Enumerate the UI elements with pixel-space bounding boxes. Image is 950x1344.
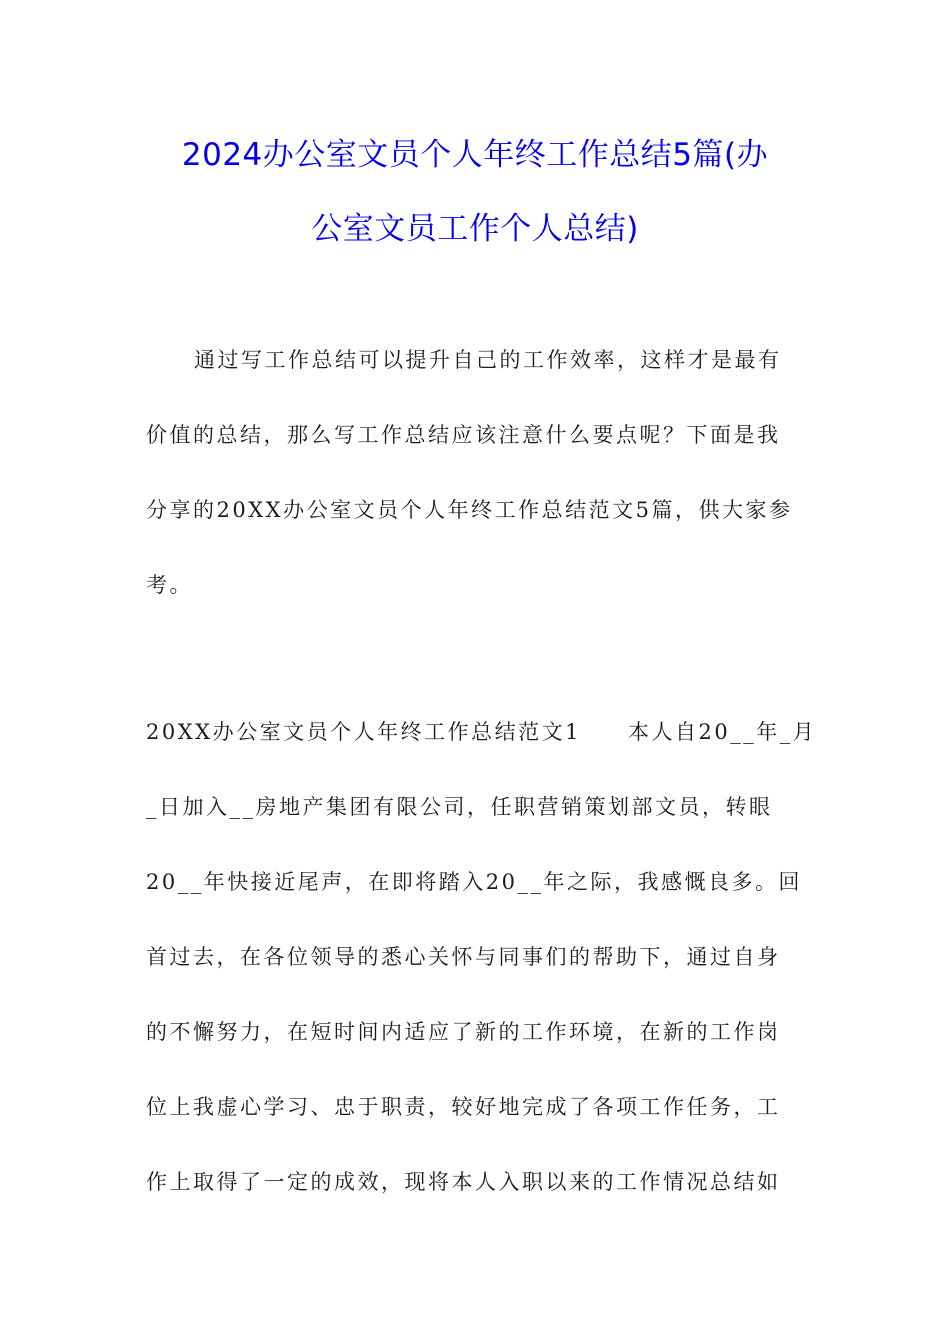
intro-line: 分享的20XX办公室文员个人年终工作总结范文5篇，供大家参 <box>146 498 793 522</box>
intro-line: 通过写工作总结可以提升自己的工作效率，这样才是最有 <box>194 348 782 372</box>
section-line: 首过去，在各位领导的悉心关怀与同事们的帮助下，通过自身 <box>146 945 781 969</box>
section-line: 位上我虚心学习、忠于职责，较好地完成了各项工作任务，工 <box>146 1095 781 1119</box>
section-line: 20__年快接近尾声，在即将踏入20__年之际，我感慨良多。回 <box>146 870 802 894</box>
section-line: 作上取得了一定的成效，现将本人入职以来的工作情况总结如 <box>146 1170 781 1194</box>
section-line: _日加入__房地产集团有限公司，任职营销策划部文员，转眼 <box>146 795 773 819</box>
title-line-2: 公室文员工作个人总结) <box>311 211 639 247</box>
section-line: 20XX办公室文员个人年终工作总结范文1 本人自20__年_月 <box>146 720 817 744</box>
section-line: 的不懈努力，在短时间内适应了新的工作环境，在新的工作岗 <box>146 1020 781 1044</box>
title-line-1: 2024办公室文员个人年终工作总结5篇(办 <box>181 137 769 173</box>
document-title <box>120 118 830 266</box>
intro-line: 考。 <box>146 573 193 597</box>
intro-line: 价值的总结，那么写工作总结应该注意什么要点呢？下面是我 <box>146 423 781 447</box>
